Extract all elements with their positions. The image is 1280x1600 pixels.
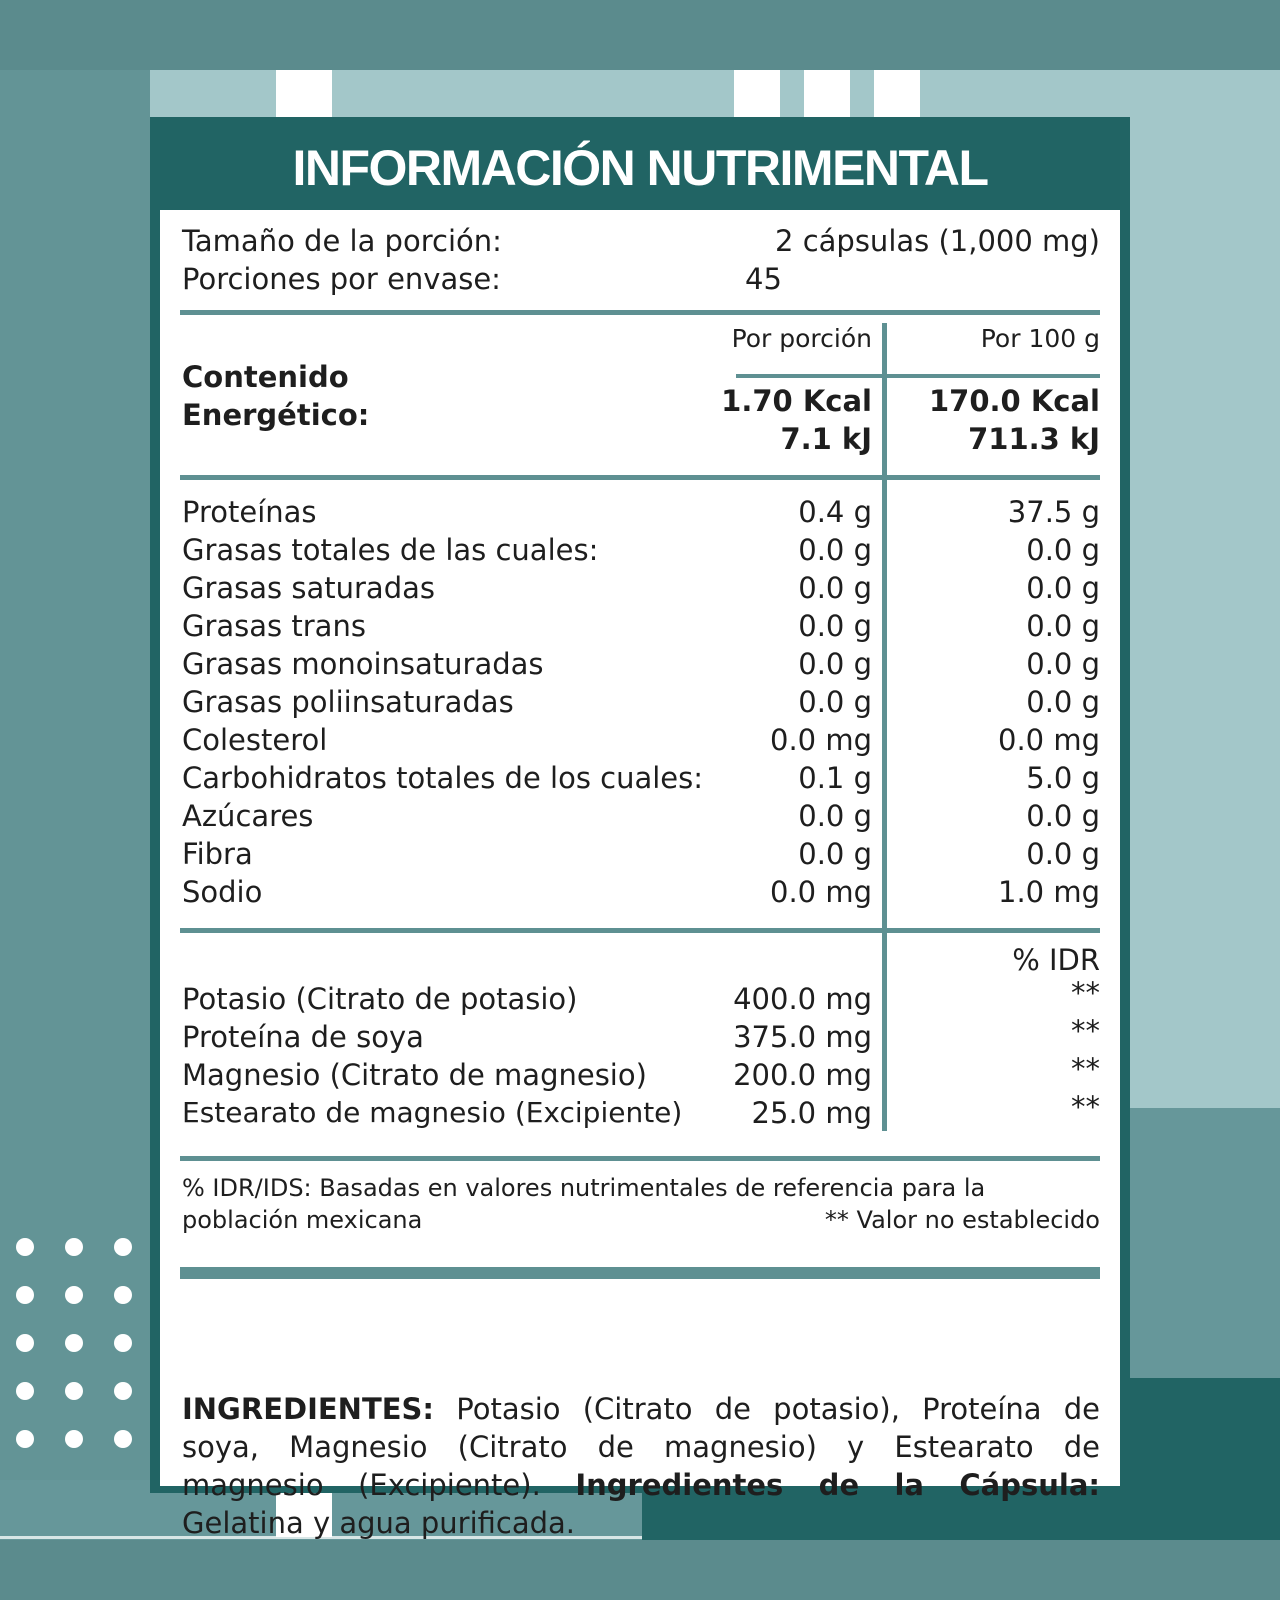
background-right-light-block (1108, 70, 1280, 1110)
nutrient-per-serving: 0.0 g (798, 571, 872, 605)
thick-divider (180, 1267, 1100, 1279)
active-name: Magnesio (182, 1058, 321, 1092)
nutrient-per-100g: 0.0 g (1026, 533, 1100, 567)
active-name: Proteína de soya (182, 1020, 424, 1054)
nutrient-per-100g: 0.0 mg (998, 723, 1100, 757)
nutrient-per-serving: 0.4 g (798, 495, 872, 529)
active-idr: ** (1071, 976, 1100, 1010)
decor-square (734, 70, 780, 117)
divider (180, 928, 1100, 933)
nutrient-per-serving: 0.0 mg (770, 723, 872, 757)
active-note: (Excipiente) (514, 1096, 683, 1129)
active-name: Potasio (182, 982, 287, 1016)
column-header-per-serving: Por porción (731, 324, 872, 353)
nutrient-per-serving: 0.0 g (798, 837, 872, 871)
nutrient-name: Grasas monoinsaturadas (182, 647, 544, 681)
nutrient-per-serving: 0.1 g (798, 761, 872, 795)
nutrient-per-serving: 0.0 g (798, 685, 872, 719)
nutrient-name: Proteínas (182, 495, 317, 529)
nutrient-name: Azúcares (182, 799, 314, 833)
divider (180, 475, 1100, 480)
serving-size-label: Tamaño de la porción: (182, 224, 502, 258)
nutrient-per-100g: 1.0 mg (998, 875, 1100, 909)
ingredient-magnesium: Magnesio (289, 1430, 428, 1464)
ingredients-paragraph (182, 1390, 1100, 1542)
active-ingredient-row (182, 1056, 647, 1094)
column-divider (882, 323, 887, 1131)
energy-kcal-per-100g: 170.0 Kcal (929, 384, 1100, 418)
decor-square (874, 70, 920, 117)
energy-kj-per-100g: 711.3 kJ (968, 422, 1100, 456)
nutrient-name: Fibra (182, 837, 253, 871)
energy-kcal-per-serving: 1.70 Kcal (721, 384, 872, 418)
divider (180, 310, 1100, 315)
nutrient-name: Grasas saturadas (182, 571, 435, 605)
divider (180, 1156, 1100, 1161)
active-idr: ** (1071, 1090, 1100, 1124)
nutrient-per-100g: 37.5 g (1007, 495, 1100, 529)
nutrient-per-serving: 0.0 g (798, 647, 872, 681)
active-idr: ** (1071, 1014, 1100, 1048)
ingredient-soy-protein: Proteína de soya, (182, 1392, 1101, 1464)
ingredient-potassium-note: (Citrato de potasio), (582, 1392, 900, 1426)
active-amount: 200.0 mg (733, 1058, 872, 1092)
nutrient-name: Colesterol (182, 723, 328, 757)
ingredient-magnesium-note: (Citrato de magnesio) y (457, 1430, 865, 1464)
nutrient-per-100g: 5.0 g (1026, 761, 1100, 795)
active-amount: 25.0 mg (751, 1096, 872, 1130)
nutrient-name: Sodio (182, 875, 263, 909)
nutrient-name: Carbohidratos totales de los cuales: (182, 761, 704, 795)
active-amount: 375.0 mg (733, 1020, 872, 1054)
nutrient-name: Grasas poliinsaturadas (182, 685, 514, 719)
energy-label-line2: Energético: (182, 398, 370, 432)
energy-kj-per-serving: 7.1 kJ (780, 422, 872, 456)
active-ingredient-row (182, 980, 577, 1018)
ingredient-magnesium-stearate-note: (Excipiente). (358, 1468, 541, 1502)
footnote-population: población mexicana (182, 1206, 423, 1234)
nutrient-name: Grasas trans (182, 609, 366, 643)
nutrient-per-100g: 0.0 g (1026, 571, 1100, 605)
decor-square (804, 70, 850, 117)
active-name: Estearato de magnesio (182, 1096, 506, 1129)
nutrient-per-serving: 0.0 mg (770, 875, 872, 909)
nutrient-per-100g: 0.0 g (1026, 685, 1100, 719)
active-ingredient-row (182, 1094, 682, 1132)
nutrient-per-serving: 0.0 g (798, 799, 872, 833)
idr-column-header: % IDR (1012, 943, 1100, 977)
background-top-band (0, 0, 1280, 70)
footnote-line1: % IDR/IDS: Basadas en valores nutrimentales de referencia para la (182, 1174, 986, 1202)
nutrient-per-100g: 0.0 g (1026, 799, 1100, 833)
capsule-ingredients-label: Ingredientes de la Cápsula: (575, 1468, 1101, 1502)
nutrient-per-serving: 0.0 g (798, 533, 872, 567)
nutrition-panel (150, 117, 1130, 1540)
ingredient-potassium: Potasio (456, 1392, 561, 1426)
serving-size-value: 2 cápsulas (1,000 mg) (775, 224, 1100, 258)
energy-label-line1: Contenido (182, 360, 349, 394)
decor-square (276, 70, 332, 117)
nutrient-per-serving: 0.0 g (798, 609, 872, 643)
active-idr: ** (1071, 1052, 1100, 1086)
nutrient-name: Grasas totales de las cuales: (182, 533, 599, 567)
nutrient-per-100g: 0.0 g (1026, 837, 1100, 871)
footnote-not-established: ** Valor no establecido (824, 1206, 1100, 1234)
nutrition-facts-card (160, 210, 1120, 1540)
column-header-per-100g: Por 100 g (980, 324, 1100, 353)
active-note: (Citrato de potasio) (295, 982, 578, 1016)
ingredient-magnesium-stearate: Estearato de magnesio (182, 1430, 1100, 1502)
active-ingredient-row (182, 1018, 424, 1056)
panel-title: INFORMACIÓN NUTRIMENTAL (292, 140, 988, 196)
ingredients-label: INGREDIENTES: (182, 1392, 435, 1426)
background-left-block (0, 70, 150, 1540)
servings-per-container-value: 45 (745, 262, 782, 296)
energy-values-divider (736, 374, 1100, 378)
servings-per-container-label: Porciones por envase: (182, 262, 501, 296)
nutrient-per-100g: 0.0 g (1026, 647, 1100, 681)
active-amount: 400.0 mg (733, 982, 872, 1016)
nutrient-per-100g: 0.0 g (1026, 609, 1100, 643)
active-note: (Citrato de magnesio) (329, 1058, 647, 1092)
background-right-mid-block (1108, 1108, 1280, 1378)
capsule-ingredients-text: Gelatina y agua purificada. (182, 1506, 576, 1540)
background-bottom-band (0, 1540, 1280, 1600)
